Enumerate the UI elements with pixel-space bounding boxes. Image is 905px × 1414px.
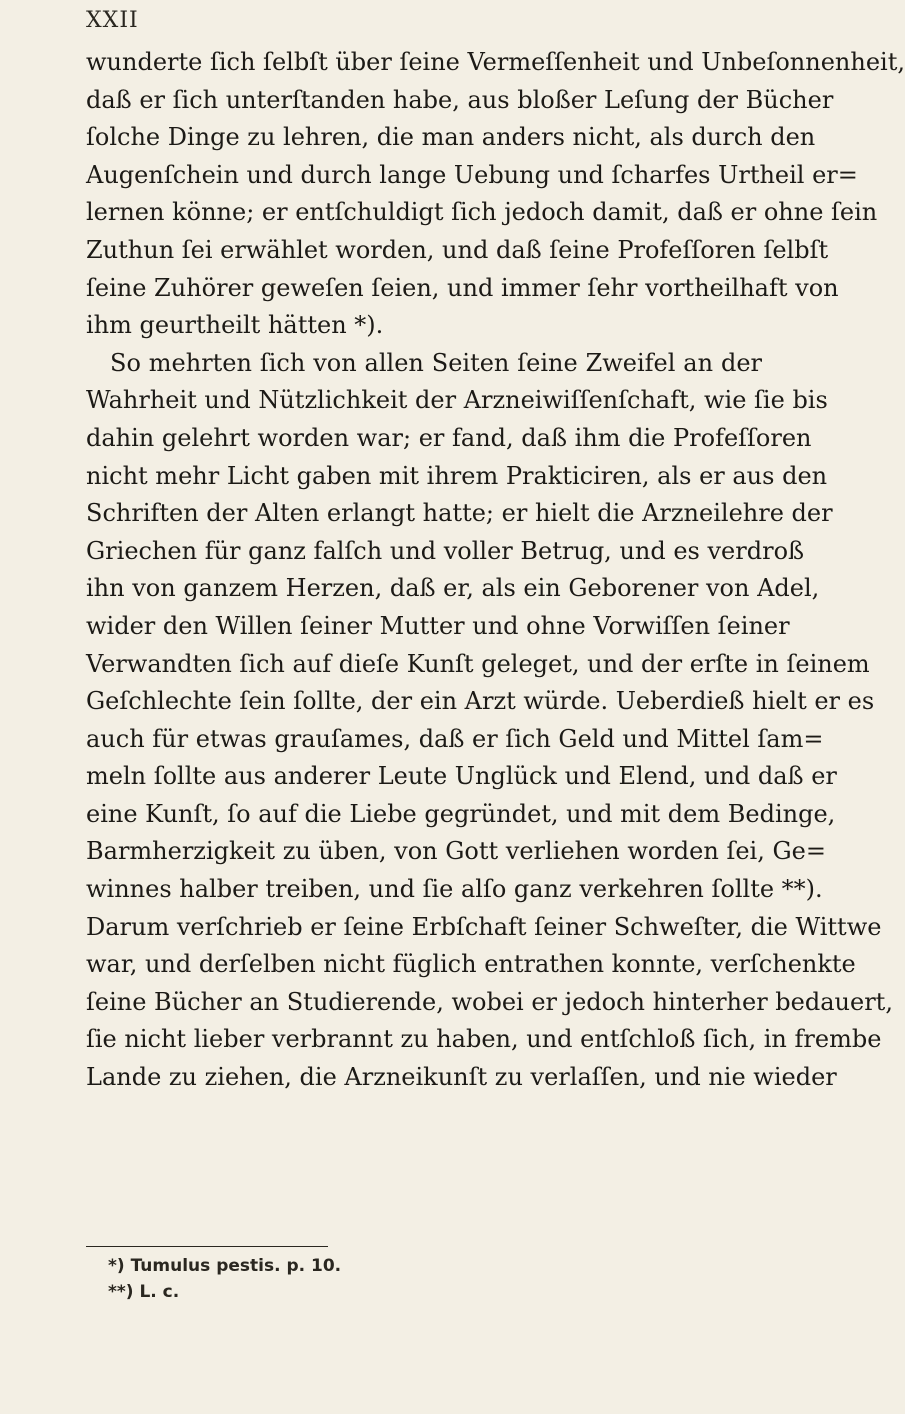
text-line: ſie nicht lieber verbrannt zu haben, und entſchloß ſich, in frembe (86, 1025, 882, 1054)
text-line: ſolche Dinge zu lehren, die man anders nicht, als durch den (86, 123, 816, 152)
text-line: Wahrheit und Nützlichkeit der Arzneiwiſſenſchaft, wie ſie bis (86, 386, 828, 415)
text-line: winnes halber treiben, und ſie alſo ganz verkehren ſollte **). (86, 875, 823, 904)
text-line: Darum verſchrieb er ſeine Erbſchaft ſeiner Schweſter, die Wittwe (86, 912, 882, 941)
text-line: ihm geurtheilt hätten *). (86, 311, 384, 340)
footnote: *) Tumulus pestis. p. 10. (108, 1256, 342, 1276)
text-line: Lande zu ziehen, die Arzneikunſt zu verlaſſen, und nie wieder (86, 1063, 837, 1092)
text-line: auch für etwas grauſames, daß er ſich Geld und Mittel ſam= (86, 724, 824, 753)
text-line: lernen könne; er entſchuldigt ſich jedoch damit, daß er ohne ſein (86, 198, 878, 227)
text-line: Augenſchein und durch lange Uebung und ſcharfes Urtheil er= (86, 160, 858, 189)
text-line: ihn von ganzem Herzen, daß er, als ein Geborener von Adel, (86, 574, 820, 603)
text-line: wunderte ſich ſelbſt über ſeine Vermeſſenheit und Unbeſonnenheit, (86, 48, 905, 76)
text-line: daß er ſich unterſtanden habe, aus bloßer Leſung der Bücher (86, 85, 834, 114)
text-line: So mehrten ſich von allen Seiten ſeine Zweifel an der (110, 348, 762, 377)
text-line: meln ſollte aus anderer Leute Unglück und Elend, und daß er (86, 762, 837, 791)
text-line: Griechen für ganz falſch und voller Betrug, und es verdroß (86, 536, 805, 565)
text-line: eine Kunſt, ſo auf die Liebe gegründet, und mit dem Bedinge, (86, 799, 836, 828)
body-text (86, 44, 905, 1097)
text-line: war, und derſelben nicht füglich entrathen konnte, verſchenkte (86, 950, 856, 979)
footnote: **) L. c. (108, 1282, 180, 1302)
text-line: ſeine Bücher an Studierende, wobei er jedoch hinterher bedauert, (86, 987, 893, 1016)
text-line: nicht mehr Licht gaben mit ihrem Prakticiren, als er aus den (86, 461, 828, 490)
footnotes (108, 1253, 341, 1305)
footnote-divider (86, 1246, 328, 1247)
text-line: Zuthun ſei erwählet worden, und daß ſeine Profeſſoren ſelbſt (86, 235, 829, 264)
text-line: Verwandten ſich auf dieſe Kunſt geleget, und der erſte in ſeinem (86, 649, 870, 678)
text-line: Geſchlechte ſein ſollte, der ein Arzt würde. Ueberdieß hielt er es (86, 687, 875, 716)
text-line: dahin gelehrt worden war; er fand, daß ihm die Profeſſoren (86, 423, 812, 452)
text-line: Barmherzigkeit zu üben, von Gott verliehen worden ſei, Ge= (86, 837, 826, 866)
text-line: wider den Willen ſeiner Mutter und ohne Vorwiſſen ſeiner (86, 611, 790, 640)
page-number: XXII (86, 8, 139, 33)
text-line: ſeine Zuhörer geweſen ſeien, und immer ſehr vortheilhaft von (86, 273, 839, 302)
text-line: Schriften der Alten erlangt hatte; er hielt die Arzneilehre der (86, 499, 833, 528)
